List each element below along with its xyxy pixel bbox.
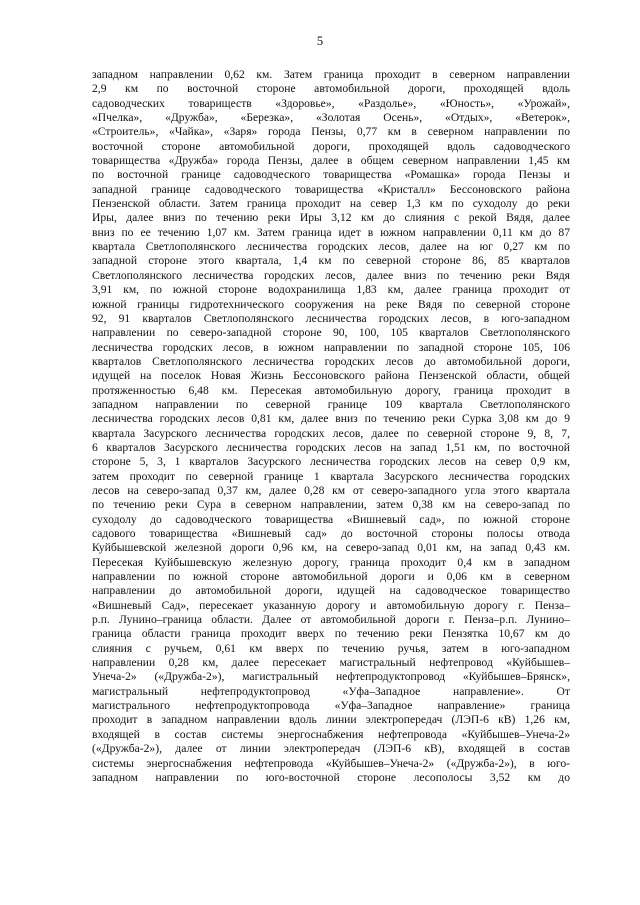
page-number: 5 xyxy=(316,34,324,48)
text-line: 92, 91 кварталов Светлополянского лесничества городских лесов, в юго-западном xyxy=(92,311,570,325)
text-line: западной стороне этого квартала, 1,4 км по северной стороне 86, 85 кварталов xyxy=(92,254,570,268)
text-line: садоводческих товариществ «Здоровье», «Раздолье», «Юность», «Урожай», xyxy=(92,96,570,110)
text-line: 3,91 км, по южной стороне водохранилища 1,83 км, далее граница проходит от xyxy=(92,283,570,297)
text-line: направлении 0,28 км, далее пересекает магистральный нефтепровод «Куйбышев– xyxy=(92,656,570,670)
text-line: 2,9 км по восточной стороне автомобильной дороги, проходящей вдоль xyxy=(92,82,570,96)
text-line: входящей в состав системы энергоснабжения нефтепровода «Куйбышев–Унеча-2» xyxy=(92,727,570,741)
text-line: направлении до автомобильной дороги, идущей на садоводческое товарищество xyxy=(92,584,570,598)
text-line: 6 кварталов Засурского лесничества городских лесов на запад 1,51 км, по восточной xyxy=(92,440,570,454)
text-line: кварталов Светлополянского лесничества городских лесов до автомобильной дороги, xyxy=(92,354,570,368)
text-line: «Строитель», «Чайка», «Заря» города Пензы, 0,77 км в северном направлении по xyxy=(92,125,570,139)
text-line: восточной стороне автомобильной дороги, проходящей вдоль садоводческого xyxy=(92,139,570,153)
text-line: Светлополянского лесничества городских лесов, далее вниз по течению реки Вядя xyxy=(92,268,570,282)
text-line: лесов на северо-запад 0,37 км, далее 0,28 км от северо-западного угла этого квартала xyxy=(92,483,570,497)
text-line: магистрального нефтепродуктопровода «Уфа–Западное направление» граница xyxy=(92,699,570,713)
text-line: Иры, далее вниз по течению реки Иры 3,12 км до слияния с рекой Вядя, далее xyxy=(92,211,570,225)
text-line: садового товарищества «Вишневый сад» до восточной стороны полосы отвода xyxy=(92,527,570,540)
text-line: западном направлении по юго-восточной стороне лесополосы 3,52 км до xyxy=(92,770,570,784)
text-line: граница области граница проходит вверх по течению реки Пензятка 10,67 км до xyxy=(92,627,570,641)
text-line: лесничества городских лесов 0,81 км, далее вниз по течению реки Сурка 3,08 км до 9 xyxy=(92,412,570,426)
text-line: Унеча-2» («Дружба-2»), магистральный нефтепродуктопровод «Куйбышев–Брянск», xyxy=(92,670,570,684)
text-line: Пензенской области. Затем граница проходит на север 1,3 км по суходолу до реки xyxy=(92,197,570,211)
text-line: по восточной границе садоводческого товарищества «Ромашка» города Пензы и xyxy=(92,168,570,182)
text-line: протяженностью 6,48 км. Пересекая автомобильную дорогу, граница проходит в xyxy=(92,383,570,397)
text-line: направлении по южной стороне автомобильной дороги и 0,06 км в северном xyxy=(92,570,570,584)
text-line: западном направлении 0,62 км. Затем граница проходит в северном направлении xyxy=(92,68,570,81)
text-line: системы энергоснабжения нефтепровода «Куйбышев–Унеча-2» («Дружба-2»), в юго- xyxy=(92,756,570,770)
text-line: по течению реки Сура в северном направлении, затем 0,38 км на северо-запад по xyxy=(92,498,570,512)
text-line: идущей на поселок Новая Жизнь Бессоновского района Пензенской области, общей xyxy=(92,369,570,383)
text-line: квартала Светлополянского лесничества городских лесов, далее на юг 0,27 км по xyxy=(92,240,570,254)
text-line: («Дружба-2»), далее от линии электропередач (ЛЭП-6 кВ), входящей в состав xyxy=(92,742,570,756)
text-line: слияния с ручьем, 0,61 км вверх по течению ручья, затем в юго-западном xyxy=(92,641,570,655)
text-line: суходолу до садоводческого товарищества «Вишневый сад», по южной стороне xyxy=(92,512,570,526)
text-line: проходит в западном направлении вдоль линии электропередач (ЛЭП-6 кВ) 1,26 км, xyxy=(92,713,570,727)
text-line: стороне 5, 3, 1 кварталов Засурского лесничества городских лесов на север 0,9 км, xyxy=(92,455,570,469)
text-line: направлении по северо-западной стороне 90, 100, 105 кварталов Светлополянского xyxy=(92,326,570,340)
text-line: магистральный нефтепродуктопровод «Уфа–Западное направление». От xyxy=(92,684,570,698)
text-line: Пересекая Куйбышевскую железную дорогу, граница проходит 0,4 км в западном xyxy=(92,555,570,569)
text-line: затем проходит по северной границе 1 квартала Засурского лесничества городских xyxy=(92,469,570,483)
text-line: р.п. Лунино–граница области. Далее от автомобильной дороги г. Пенза–р.п. Лунино– xyxy=(92,613,570,627)
text-line: «Вишневый Сад», пересекает указанную дорогу и автомобильную дорогу г. Пенза– xyxy=(92,598,570,612)
body-text xyxy=(92,68,570,785)
text-line: лесничества городских лесов, в южном направлении по западной стороне 105, 106 xyxy=(92,340,570,354)
text-line: вниз по ее течению 1,07 км. Затем граница идет в южном направлении 0,11 км до 87 xyxy=(92,225,570,239)
text-line: товарищества «Дружба» города Пензы, далее в общем северном направлении 1,45 км xyxy=(92,154,570,168)
text-line: Куйбышевской железной дороги 0,96 км, на северо-запад 0,01 км, на запад 0,43 км. xyxy=(92,541,570,555)
text-line: западной границе садоводческого товарищества «Кристалл» Бессоновского района xyxy=(92,182,570,196)
text-line: южной границы гидротехнического сооружения на реке Вядя по северной стороне xyxy=(92,297,570,311)
text-line: квартала Засурского лесничества городских лесов, далее по северной стороне 9, 8, 7, xyxy=(92,426,570,440)
text-line: «Пчелка», «Дружба», «Березка», «Золотая Осень», «Отдых», «Ветерок», xyxy=(92,111,570,125)
text-line: западном направлении по северной границе 109 квартала Светлополянского xyxy=(92,397,570,411)
